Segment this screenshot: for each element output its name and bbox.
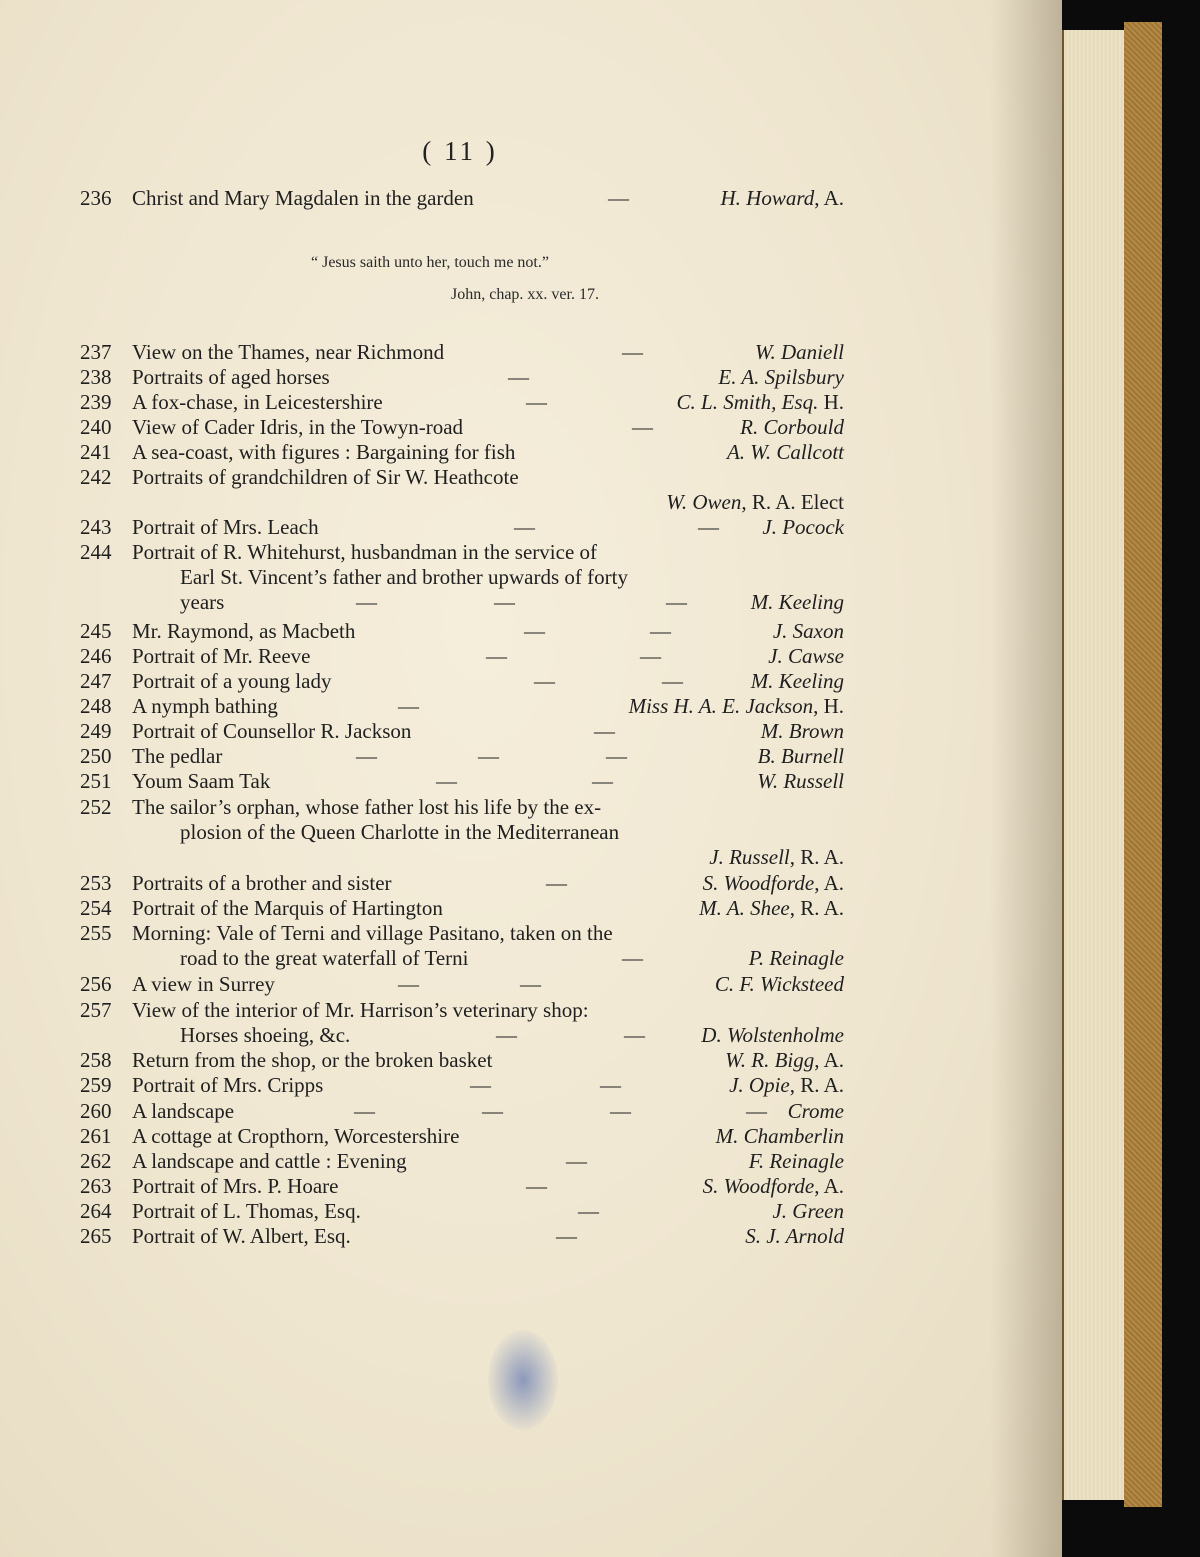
- entry-artist: S. J. Arnold: [745, 1224, 844, 1248]
- dash: —: [608, 186, 629, 210]
- entry-number: 254: [80, 896, 112, 920]
- dash: —: [496, 1023, 517, 1047]
- catalogue-entry-265: [0, 1222, 1062, 1250]
- dash: —: [486, 644, 507, 668]
- dash: —: [632, 415, 653, 439]
- entry-title-continued: years: [180, 590, 225, 614]
- dash: —: [610, 1099, 631, 1123]
- entry-title: Portraits of aged horses: [132, 365, 330, 389]
- dash: —: [566, 1149, 587, 1173]
- dash: —: [526, 1174, 547, 1198]
- entry-title: View of Cader Idris, in the Towyn-road: [132, 415, 464, 439]
- catalogue-entry-243: [0, 513, 1062, 541]
- book-cover-edge: [1124, 22, 1162, 1507]
- catalogue-entry-260: [0, 1097, 1062, 1125]
- entry-artist: A. W. Callcott: [726, 440, 844, 464]
- entry-artist: M. Keeling: [750, 590, 844, 614]
- dash: —: [666, 590, 687, 614]
- entry-number: 236: [80, 186, 112, 210]
- catalogue-entry-244-line-3: [0, 588, 1062, 616]
- catalogue-entry-241: [0, 438, 1062, 466]
- entry-title: Portraits of grandchildren of Sir W. Heathcote: [132, 465, 519, 489]
- catalogue-entry-242: [0, 463, 1062, 491]
- entry-number: 265: [80, 1224, 112, 1248]
- entry-title: A sea-coast, with figures : Bargaining for fish: [132, 440, 516, 464]
- catalogue-entry-251: [0, 767, 1062, 795]
- entry-artist: J. Opie, R. A.: [729, 1073, 844, 1097]
- catalogue-entry-248: [0, 692, 1062, 720]
- catalogue-entry-247: [0, 667, 1062, 695]
- catalogue-entry-264: [0, 1197, 1062, 1225]
- page-edges: [1062, 30, 1126, 1500]
- entry-number: 243: [80, 515, 112, 539]
- dash: —: [520, 972, 541, 996]
- entry-title: A nymph bathing: [132, 694, 278, 718]
- dash: —: [436, 769, 457, 793]
- entry-title-continued: plosion of the Queen Charlotte in the Mediterranean: [180, 820, 620, 844]
- dash: —: [622, 340, 643, 364]
- entry-number: 247: [80, 669, 112, 693]
- entry-artist: J. Russell, R. A.: [709, 845, 844, 869]
- catalogue-entry-250: [0, 742, 1062, 770]
- entry-title: Portrait of Mr. Reeve: [132, 644, 311, 668]
- dash: —: [354, 1099, 375, 1123]
- catalogue-entry-255-line-2: [0, 944, 1062, 972]
- entry-artist: J. Green: [772, 1199, 844, 1223]
- entry-title: Portraits of a brother and sister: [132, 871, 392, 895]
- catalogue-entry-237: [0, 338, 1062, 366]
- entry-title: The pedlar: [132, 744, 223, 768]
- entry-number: 250: [80, 744, 112, 768]
- catalogue-entry-252: [0, 793, 1062, 821]
- entry-number: 253: [80, 871, 112, 895]
- entry-number: 248: [80, 694, 112, 718]
- entry-number: 249: [80, 719, 112, 743]
- catalogue-entry-262: [0, 1147, 1062, 1175]
- entry-number: 256: [80, 972, 112, 996]
- catalogue-entry-244-line-2: [0, 563, 1062, 591]
- catalogue-entry-246: [0, 642, 1062, 670]
- dash: —: [640, 644, 661, 668]
- entry-number: 241: [80, 440, 112, 464]
- entry-number: 258: [80, 1048, 112, 1072]
- catalogue-entry-258: [0, 1046, 1062, 1074]
- entry-number: 239: [80, 390, 112, 414]
- dash: —: [594, 719, 615, 743]
- entry-title: Portrait of Mrs. Leach: [132, 515, 319, 539]
- dash: —: [546, 871, 567, 895]
- entry-title-continued: Horses shoeing, &c.: [180, 1023, 351, 1047]
- dash: —: [746, 1099, 767, 1123]
- entry-title: Morning: Vale of Terni and village Pasitano, taken on the: [132, 921, 613, 945]
- catalogue-entry-244: [0, 538, 1062, 566]
- entry-number: 238: [80, 365, 112, 389]
- entry-title: Mr. Raymond, as Macbeth: [132, 619, 356, 643]
- entry-title: Portrait of R. Whitehurst, husbandman in the service of: [132, 540, 598, 564]
- entry-artist: W. R. Bigg, A.: [725, 1048, 844, 1072]
- dash: —: [606, 744, 627, 768]
- entry-number: 245: [80, 619, 112, 643]
- entry-title: The sailor’s orphan, whose father lost his life by the ex-: [132, 795, 602, 819]
- page-number: ( 11 ): [422, 136, 498, 166]
- entry-artist: S. Woodforde, A.: [702, 1174, 844, 1198]
- entry-number: 264: [80, 1199, 112, 1223]
- dash: —: [514, 515, 535, 539]
- entry-title: Return from the shop, or the broken basket: [132, 1048, 493, 1072]
- entry-title: Portrait of Mrs. Cripps: [132, 1073, 324, 1097]
- entry-artist: M. A. Shee, R. A.: [699, 896, 844, 920]
- dash: —: [662, 669, 683, 693]
- entry-number: 255: [80, 921, 112, 945]
- entry-artist: M. Chamberlin: [715, 1124, 844, 1148]
- dash: —: [494, 590, 515, 614]
- entry-title: Portrait of the Marquis of Hartington: [132, 896, 443, 920]
- catalogue-entry-253: [0, 869, 1062, 897]
- entry-artist: W. Owen, R. A. Elect: [666, 490, 844, 514]
- entry-number: 257: [80, 998, 112, 1022]
- dash: —: [600, 1073, 621, 1097]
- entry-title: A landscape and cattle : Evening: [132, 1149, 407, 1173]
- dash: —: [482, 1099, 503, 1123]
- entry-artist: E. A. Spilsbury: [718, 365, 844, 389]
- entry-title-continued: Earl St. Vincent’s father and brother upwards of forty: [180, 565, 628, 589]
- entry-title: View on the Thames, near Richmond: [132, 340, 445, 364]
- catalogue-entry-259: [0, 1071, 1062, 1099]
- entry-title: Youm Saam Tak: [132, 769, 271, 793]
- entry-number: 259: [80, 1073, 112, 1097]
- entry-title: Portrait of Mrs. P. Hoare: [132, 1174, 339, 1198]
- catalogue-entry-239: [0, 388, 1062, 416]
- entry-title: Portrait of Counsellor R. Jackson: [132, 719, 412, 743]
- entry-number: 242: [80, 465, 112, 489]
- quote-citation: John, chap. xx. ver. 17.: [451, 286, 599, 303]
- entry-artist: M. Brown: [760, 719, 844, 743]
- catalogue-entry-245: [0, 617, 1062, 645]
- entry-number: 246: [80, 644, 112, 668]
- entry-artist: S. Woodforde, A.: [702, 871, 844, 895]
- entry-number: 260: [80, 1099, 112, 1123]
- catalogue-entry-261: [0, 1122, 1062, 1150]
- entry-title-continued: road to the great waterfall of Terni: [180, 946, 469, 970]
- entry-artist: C. L. Smith, Esq. H.: [676, 390, 844, 414]
- entry-artist: B. Burnell: [757, 744, 844, 768]
- dash: —: [508, 365, 529, 389]
- entry-title: Portrait of L. Thomas, Esq.: [132, 1199, 361, 1223]
- catalogue-entry-238: [0, 363, 1062, 391]
- entry-title: A fox-chase, in Leicestershire: [132, 390, 383, 414]
- entry-artist: M. Keeling: [750, 669, 844, 693]
- catalogue-entry-249: [0, 717, 1062, 745]
- dash: —: [398, 694, 419, 718]
- dash: —: [622, 946, 643, 970]
- entry-artist: D. Wolstenholme: [701, 1023, 844, 1047]
- entry-title: A cottage at Cropthorn, Worcestershire: [132, 1124, 460, 1148]
- dash: —: [356, 590, 377, 614]
- entry-artist: H. Howard, A.: [720, 186, 844, 210]
- dash: —: [356, 744, 377, 768]
- entry-artist: J. Saxon: [772, 619, 844, 643]
- entry-artist: P. Reinagle: [748, 946, 844, 970]
- entry-artist: W. Daniell: [754, 340, 844, 364]
- entry-artist: J. Cawse: [768, 644, 844, 668]
- quote-text: “ Jesus saith unto her, touch me not.”: [311, 254, 549, 271]
- catalogue-entry-257-line-2: [0, 1021, 1062, 1049]
- catalogue-entry-256: [0, 970, 1062, 998]
- entry-artist: W. Russell: [757, 769, 844, 793]
- dash: —: [534, 669, 555, 693]
- dash: —: [524, 619, 545, 643]
- dash: —: [526, 390, 547, 414]
- catalogue-entry-236: [0, 184, 1062, 212]
- entry-number: 240: [80, 415, 112, 439]
- catalogue-entry-240: [0, 413, 1062, 441]
- entry-artist: C. F. Wicksteed: [714, 972, 844, 996]
- entry-number: 252: [80, 795, 112, 819]
- entry-number: 244: [80, 540, 112, 564]
- entry-artist: R. Corbould: [740, 415, 844, 439]
- dash: —: [470, 1073, 491, 1097]
- dash: —: [398, 972, 419, 996]
- entry-number: 251: [80, 769, 112, 793]
- entry-title: Christ and Mary Magdalen in the garden: [132, 186, 474, 210]
- ink-smudge: [488, 1330, 558, 1430]
- dash: —: [556, 1224, 577, 1248]
- entry-title: Portrait of a young lady: [132, 669, 332, 693]
- catalogue-entry-255: [0, 919, 1062, 947]
- entry-number: 237: [80, 340, 112, 364]
- catalogue-entry-242-artist-line: [0, 488, 1062, 516]
- entry-title: A view in Surrey: [132, 972, 275, 996]
- dash: —: [592, 769, 613, 793]
- entry-title: A landscape: [132, 1099, 235, 1123]
- catalogue-entry-257: [0, 996, 1062, 1024]
- catalogue-entry-252-line-2: [0, 818, 1062, 846]
- entry-artist: F. Reinagle: [748, 1149, 844, 1173]
- catalogue-entry-254: [0, 894, 1062, 922]
- entry-number: 262: [80, 1149, 112, 1173]
- entry-artist: J. Pocock: [762, 515, 844, 539]
- dash: —: [650, 619, 671, 643]
- entry-artist: Miss H. A. E. Jackson, H.: [628, 694, 844, 718]
- entry-artist: Crome: [787, 1099, 844, 1123]
- entry-title: View of the interior of Mr. Harrison’s veterinary shop:: [132, 998, 589, 1022]
- dash: —: [478, 744, 499, 768]
- catalogue-entry-263: [0, 1172, 1062, 1200]
- entry-number: 263: [80, 1174, 112, 1198]
- dash: —: [624, 1023, 645, 1047]
- entry-number: 261: [80, 1124, 112, 1148]
- dash: —: [578, 1199, 599, 1223]
- catalogue-entry-252-artist-line: [0, 843, 1062, 871]
- entry-title: Portrait of W. Albert, Esq.: [132, 1224, 351, 1248]
- dash: —: [698, 515, 719, 539]
